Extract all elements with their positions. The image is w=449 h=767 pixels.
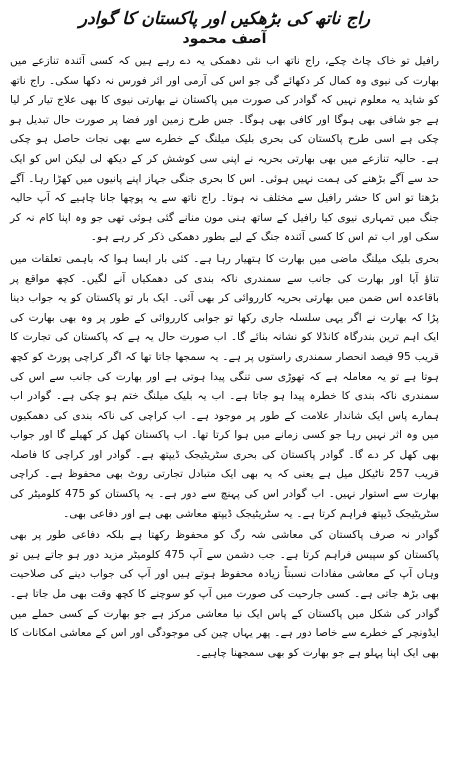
article-paragraph-2: بحری بلیک میلنگ ماضی میں بھارت کا ہتھیار رہا ہے۔ کئی بار ایسا ہوا کہ باہمی تعلقات میں تناؤ آیا اور بھارت کی جانب سے سمندری ناکہ بندی کی دھمکیاں آنے لگیں۔ کچھ مواقع پر باقاعدہ اس ضمن میں بھارتی بحریہ کارروائی کر بھی آئی۔ ایک بار تو پاکستان کو یہ جواب دینا پڑا کہ بھارت نے اگر یہی سلسلہ جاری رکھا تو جوابی کارروائی کے طور پر وہ بھی بھارت کی ایک اہم ترین بندرگاہ کانڈلا کو نشانہ بنائے گا۔ اب صورت حال یہ ہے کہ پاکستان کی تجارت کا قریب 95 فیصد انحصار سمندری راستوں پر ہے۔ یہ سمجھا جاتا تھا کہ اگر کراچی پورٹ کو کچھ ہوتا ہے تو یہ معاملہ ہے کہ تھوڑی سی تنگی پیدا ہوتی ہے اور بھارت کی جانب سے اس کی سمندری ناکہ بندی کا خطرہ پیدا ہو جاتا ہے۔ اب یہ بلیک میلنگ ختم ہو چکی ہے۔ گوادر اب ہمارے پاس ایک شاندار علامت کے طور پر موجود ہے۔ اب کراچی کی ناکہ بندی کی دھمکیوں میں وہ اثر نہیں رہا جو کسی زمانے میں ہوا کرتا تھا۔ اب پاکستان کھل کر کھیلے گا اور جواب بھی کھل کر دے گا۔ گوادر پاکستان کی بحری سٹریٹیجک ڈیپتھ ہے۔ گوادر اور کراچی کا فاصلہ قریب 257 ناٹیکل میل ہے یعنی کہ یہ بھی ایک متبادل تجارتی روٹ بھی محفوظ ہے۔ کراچی بھارت سے استوار نہیں۔ اب گوادر اس کی پہنچ سے دور ہے۔ یہ پاکستان کو 475 کلومیٹر کی سٹریٹیجک ڈیپتھ فراہم کرتا ہے۔ یہ سٹریٹیجک ڈیپتھ معاشی بھی ہے اور دفاعی بھی۔ xyxy=(10,252,440,520)
article-author: آصف محمود xyxy=(182,31,267,47)
article-paragraph-1: رافیل تو خاک چاٹ چکے، راج ناتھ اب نئی دھمکی یہ دے رہے ہیں کہ کسی آئندہ تنازعے میں بھارت کی نیوی وہ کمال کر دکھائے گی جو اس کی آرمی اور ائر فورس نہ دکھا سکی۔ راج ناتھ کو شاید یہ معلوم نہیں کہ گوادر کی صورت میں پاکستان نے بھارتی نیوی کا بھی علاج تیار کر لیا ہے جو شافی بھی ہوگا اور کافی بھی ہوگا۔ جس طرح زمین اور فضا پر صورت حال تبدیل ہو چکی ہے اسی طرح پاکستان کی بحری بلیک میلنگ کے خطرے سے بھی نجات حاصل ہو چکی ہے۔ حالیہ تنازعے میں بھی بھارتی بحریہ نے اپنی سی کوشش کر کے دیکھ لی لیکن اس کو ایک حد سے آگے بڑھنے کی ہمت نہیں ہوئی۔ اس کا بحری جنگی جہاز اپنے پانیوں میں کھڑا رہا۔ آگے بڑھتا تو اس کا حشر رافیل سے مختلف نہ ہوتا۔ راج ناتھ سے یہ پوچھا جانا چاہیے کہ آپ حالیہ جنگ میں تمہاری نیوی کیا رافیل کے ساتھ ہنی مون منانے گئی ہوئی تھی جو وہ اپنا کام نہ کر سکی اور اب تم اس کا کسی آئندہ جنگ کے لیے بطور دھمکی ذکر کر رہے ہو۔ xyxy=(10,55,439,244)
article-paragraph-3: گوادر نہ صرف پاکستان کی معاشی شہ رگ کو محفوظ رکھتا ہے بلکہ دفاعی طور پر بھی پاکستان کو سپیس فراہم کرتا ہے۔ جب دشمن سے آپ 475 کلومیٹر مزید دور ہو جاتے ہیں تو وہاں آپ کے معاشی مفادات نسبتاً زیادہ محفوظ ہوتے ہیں اور آپ کی جواب دینے کی صلاحیت بھی بڑھ جاتی ہے۔ کسی جارحیت کی صورت میں آپ کو سوچنے کا کچھ وقت بھی مل جاتا ہے۔ گوادر کی شکل میں پاکستان کے پاس ایک نیا معاشی مرکز ہے جو بھارت کے کسی حملے میں ایڈونچر کے خطرے سے خاصا دور ہے۔ پھر یہاں چین کی موجودگی اور اس کے معاشی امکانات کا بھی ایک اپنا پہلو ہے جو بھارت کو بھی سمجھنا چاہیے۔ xyxy=(10,529,439,659)
article-title: راج ناتھ کی بڑھکیں اور پاکستان کا گوادر xyxy=(78,9,371,29)
